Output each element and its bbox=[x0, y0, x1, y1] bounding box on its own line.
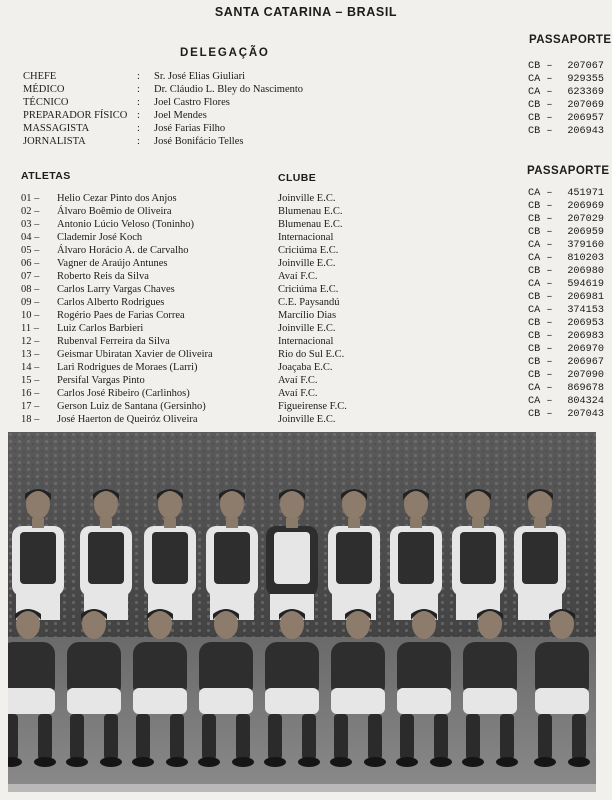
delegation-role: PREPARADOR FÍSICO bbox=[23, 110, 128, 121]
athletes-passport-heading: PASSAPORTE bbox=[527, 165, 610, 177]
passport-number: CA – 804324 bbox=[528, 396, 604, 407]
passport-number: CB – 207067 bbox=[528, 61, 604, 72]
delegation-role: JORNALISTA bbox=[23, 136, 86, 147]
athlete-number: 16 – bbox=[21, 388, 40, 399]
passport-number: CB – 206980 bbox=[528, 266, 604, 277]
delegation-person: José Bonifácio Telles bbox=[154, 136, 244, 147]
athlete-number: 12 – bbox=[21, 336, 40, 347]
athlete-club: Joinville E.C. bbox=[278, 258, 336, 269]
athlete-name: Carlos José Ribeiro (Carlinhos) bbox=[57, 388, 190, 399]
passport-number: CB – 206967 bbox=[528, 357, 604, 368]
athlete-club: Avaí F.C. bbox=[278, 375, 318, 386]
delegation-passport-list bbox=[528, 60, 604, 138]
athlete-name: Persifal Vargas Pinto bbox=[57, 375, 145, 386]
delegation-person: José Farias Filho bbox=[154, 123, 226, 134]
athlete-name: Rubenval Ferreira da Silva bbox=[57, 336, 170, 347]
athlete-club: Joaçaba E.C. bbox=[278, 362, 333, 373]
athlete-name: Clademir José Koch bbox=[57, 232, 143, 243]
athlete-name: Helio Cezar Pinto dos Anjos bbox=[57, 193, 177, 204]
passport-number: CB – 206953 bbox=[528, 318, 604, 329]
athletes-heading: ATLETAS bbox=[21, 170, 71, 182]
delegation-role: TÉCNICO bbox=[23, 97, 69, 108]
athlete-club: Joinville E.C. bbox=[278, 414, 336, 425]
athlete-club: Blumenau E.C. bbox=[278, 219, 343, 230]
passport-number: CB – 206969 bbox=[528, 201, 604, 212]
athlete-number: 05 – bbox=[21, 245, 40, 256]
athlete-club: Criciúma E.C. bbox=[278, 284, 339, 295]
athlete-club: Joinville E.C. bbox=[278, 193, 336, 204]
back-row-players bbox=[12, 489, 566, 620]
delegation-person: Dr. Cláudio L. Bley do Nascimento bbox=[154, 84, 304, 95]
athlete-club: Joinville E.C. bbox=[278, 323, 336, 334]
athlete-name: Vagner de Araújo Antunes bbox=[57, 258, 168, 269]
athlete-club: Avaí F.C. bbox=[278, 388, 318, 399]
team-photo bbox=[8, 432, 596, 792]
passport-number: CB – 207043 bbox=[528, 409, 604, 420]
athlete-name: Álvaro Boêmio de Oliveira bbox=[57, 206, 172, 217]
passport-number: CA – 869678 bbox=[528, 383, 604, 394]
athlete-club: Internacional bbox=[278, 336, 334, 347]
passport-number: CA – 623369 bbox=[528, 87, 604, 98]
athlete-club: Internacional bbox=[278, 232, 334, 243]
athlete-number: 18 – bbox=[21, 414, 40, 425]
passport-number: CB – 207029 bbox=[528, 214, 604, 225]
athlete-name: Gerson Luiz de Santana (Gersinho) bbox=[57, 401, 206, 412]
athlete-club: Criciúma E.C. bbox=[278, 245, 339, 256]
passport-number: CB – 206959 bbox=[528, 227, 604, 238]
athlete-club: Avaí F.C. bbox=[278, 271, 318, 282]
athlete-name: Carlos Alberto Rodrigues bbox=[57, 297, 165, 308]
athlete-name: Luiz Carlos Barbieri bbox=[57, 323, 144, 334]
athlete-number: 03 – bbox=[21, 219, 40, 230]
athletes-passport-list bbox=[528, 187, 604, 421]
athlete-number: 08 – bbox=[21, 284, 40, 295]
athlete-number: 10 – bbox=[21, 310, 40, 321]
passport-number: CB – 206957 bbox=[528, 113, 604, 124]
athlete-number: 07 – bbox=[21, 271, 40, 282]
athlete-name: José Haerton de Queiróz Oliveira bbox=[57, 414, 198, 425]
delegation-role: MASSAGISTA bbox=[23, 123, 90, 134]
athlete-club: Blumenau E.C. bbox=[278, 206, 343, 217]
athlete-name: Álvaro Horácio A. de Carvalho bbox=[57, 245, 189, 256]
passport-number: CB – 206970 bbox=[528, 344, 604, 355]
delegation-heading: DELEGAÇÃO bbox=[180, 47, 270, 59]
athlete-club: C.E. Paysandú bbox=[278, 297, 340, 308]
passport-number: CA – 594619 bbox=[528, 279, 604, 290]
athlete-club: Rio do Sul E.C. bbox=[278, 349, 345, 360]
delegation-role: CHEFE bbox=[23, 71, 57, 82]
athlete-number: 09 – bbox=[21, 297, 40, 308]
passport-number: CB – 207069 bbox=[528, 100, 604, 111]
passport-number: CB – 206983 bbox=[528, 331, 604, 342]
athlete-number: 01 – bbox=[21, 193, 40, 204]
athlete-club: Figueirense F.C. bbox=[278, 401, 347, 412]
athlete-number: 17 – bbox=[21, 401, 40, 412]
passport-number: CA – 379160 bbox=[528, 240, 604, 251]
passport-number: CB – 207090 bbox=[528, 370, 604, 381]
athlete-name: Antonio Lúcio Veloso (Toninho) bbox=[57, 219, 195, 230]
athlete-name: Geismar Ubiratan Xavier de Oliveira bbox=[57, 349, 213, 360]
athlete-name: Rogério Paes de Farias Correa bbox=[57, 310, 185, 321]
passport-number: CA – 374153 bbox=[528, 305, 604, 316]
delegation-person: Sr. José Elias Giuliari bbox=[154, 71, 245, 82]
athlete-number: 15 – bbox=[21, 375, 40, 386]
passport-number: CA – 451971 bbox=[528, 188, 604, 199]
delegation-person: Joel Castro Flores bbox=[154, 97, 230, 108]
passport-number: CB – 206943 bbox=[528, 126, 604, 137]
delegation-role: MÉDICO bbox=[23, 84, 65, 95]
athlete-number: 14 – bbox=[21, 362, 40, 373]
club-heading: CLUBE bbox=[278, 172, 317, 184]
passport-number: CA – 929355 bbox=[528, 74, 604, 85]
athlete-number: 02 – bbox=[21, 206, 40, 217]
delegation-passport-heading: PASSAPORTE bbox=[529, 34, 612, 46]
athlete-number: 13 – bbox=[21, 349, 40, 360]
page-title: SANTA CATARINA – BRASIL bbox=[214, 5, 398, 19]
athlete-number: 11 – bbox=[21, 323, 39, 334]
athlete-name: Lari Rodrigues de Moraes (Larri) bbox=[57, 362, 198, 373]
team-photo-illustration bbox=[8, 432, 596, 792]
delegation-person: Joel Mendes bbox=[154, 110, 207, 121]
athlete-number: 04 – bbox=[21, 232, 40, 243]
athlete-name: Carlos Larry Vargas Chaves bbox=[57, 284, 175, 295]
athlete-club: Marcílio Dias bbox=[278, 310, 337, 321]
passport-number: CB – 206981 bbox=[528, 292, 604, 303]
passport-number: CA – 810203 bbox=[528, 253, 604, 264]
athlete-name: Roberto Reis da Silva bbox=[57, 271, 149, 282]
athlete-number: 06 – bbox=[21, 258, 40, 269]
